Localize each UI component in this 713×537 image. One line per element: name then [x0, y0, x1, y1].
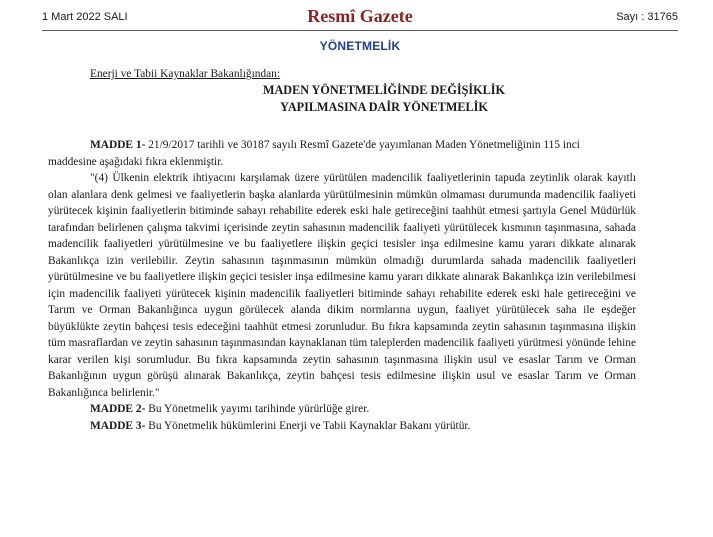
article-1-intro [90, 137, 678, 154]
section-heading: YÖNETMELİK [319, 39, 401, 53]
article-3-text: Bu Yönetmelik hükümlerini Enerji ve Tabii Kaynaklar Bakanı yürütür. [145, 419, 471, 432]
article-3-label: MADDE 3- [90, 419, 146, 432]
article-1-label: MADDE 1- [90, 139, 146, 151]
spacer [90, 115, 678, 137]
publication-date: 1 Mart 2022 SALI [42, 11, 128, 23]
article-1-intro-end: maddesine aşağıdaki fıkra eklenmiştir. [48, 155, 224, 168]
header-divider [42, 30, 678, 31]
regulation-title-line1: MADEN YÖNETMELİĞİNDE DEĞİŞİKLİK [263, 83, 505, 97]
article-2-text: Bu Yönetmelik yayımı tarihinde yürürlüğe girer. [145, 403, 370, 415]
regulation-title-line2: YAPILMASINA DAİR YÖNETMELİK [280, 99, 488, 114]
issuing-ministry: Enerji ve Tabii Kaynaklar Bakanlığından: [90, 68, 281, 80]
article-1-intro-start: 21/9/2017 tarihli ve 30187 sayılı Resmî Gazete'de yayımlanan Maden Yönetmeliğinin 115 inci [145, 139, 580, 151]
article-2-label: MADDE 2- [90, 403, 146, 415]
article-1-quoted-paragraph: "(4) Ülkenin elektrik ihtiyacını karşılamak üzere yürütülen madencilik faaliyetlerinin tapuda zeytinlik olarak kayıtlı olan alanlara denk gelmesi ve faaliyetlerin başka alanlarda yürütülmesinin mümkün olmaması durumunda madencilik faaliyeti yürütecek kişinin faaliyetlerin bitiminde sahayı rehabilite ederek eski hale getireceğini taahhüt etmesi şartıyla Genel Müdürlük tarafından belirlenen çalışma takvimi içerisinde zeytin sahasının madencilik faaliyeti yürütülecek kısmının taşınmasına, sahada madencilik faaliyetleri yürütülmesine ve bu faaliyetlere ilişkin geçici tesisler inşa edilmesine kamu yararı dikkate alınarak Bakanlıkça izin verilebilir. Zeytin sahasının taşınmasının mümkün olmadığı durumlarda sahada madencilik faaliyetleri yürütülmesine ve bu faaliyetlere ilişkin geçici tesisler inşa edilmesine kamu yararı dikkate alınarak Bakanlıkça izin verilebilmesi için madencilik faaliyeti yürütecek kişinin madencilik faaliyetleri bitiminde sahayı rehabilite ederek eski hale getireceğini ve Tarım ve Orman Bakanlığınca uygun görülecek alanda dikim normlarına uygun, faaliyet yürütülecek saha ile eşdeğer büyüklükte zeytin bahçesi tesis edeceğini taahhüt etmesi zorunludur. Bu fıkra kapsamında zeytin sahasının taşınmasına ilişkin tüm masraflardan ve zeytin sahasının taşınmasından kaynaklanan tüm taleplerden madencilik faaliyeti yürütmesi yönünde lehine karar verilen kişi sorumludur. Bu fıkra kapsamında zeytin sahasının taşınmasına ilişkin usul ve esaslar Tarım ve Orman Bakanlığının uygun görüşü alınarak Bakanlıkça, zeytin bahçesi tesis edilmesine ilişkin usul ve esaslar Tarım ve Orman Bakanlığınca belirlenir." [48, 172, 636, 399]
issue-number: Sayı : 31765 [616, 11, 678, 23]
gazette-title: Resmî Gazete [307, 6, 413, 26]
regulation-document [48, 66, 678, 434]
gazette-header [42, 6, 678, 30]
article-2 [90, 401, 678, 418]
article-3 [90, 418, 678, 435]
